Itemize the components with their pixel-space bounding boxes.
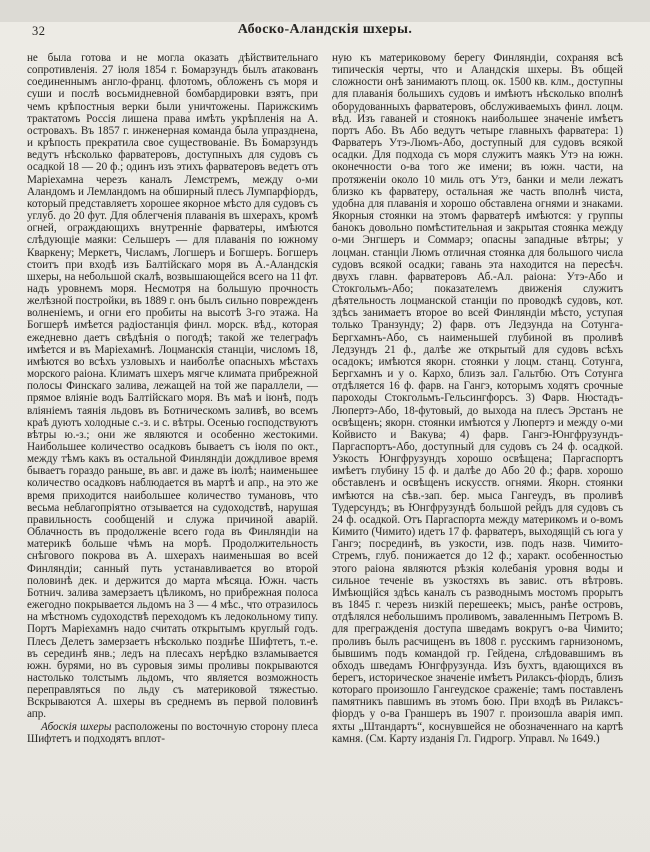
paragraph-lead-italic: Абоскія шхеры <box>41 720 112 733</box>
right-column <box>332 52 623 842</box>
page-header-row <box>30 22 620 42</box>
text-columns <box>0 50 650 842</box>
left-column-paragraph-continuation: не была готова и не могла оказать дѣйствительнаго сопротивленія. 27 іюля 1854 г. Бомарзундъ былъ атакованъ соединеннымъ англо-франц. флотомъ, обложенъ съ моря и суши и послѣ восьмидневной бомбардировки взятъ, при чемъ крѣпостныя верки были уничтожены. Парижскимъ трактатомъ Россія лишена права имѣть укрѣпленія на А. островахъ. Въ 1857 г. инженерная команда была упразднена, и крѣпость прекратила свое существованіе. Въ Бомарзундъ ведутъ нѣсколько фарватеровъ, доступныхъ для судовъ съ осадкой 18 — 20 ф.; одинъ изъ этихъ фарватеровъ ведетъ отъ Маріехамна черезъ каналъ Лемстремъ, между о-ми Аландомъ и Лемландомъ на обширный плесъ Лумпарфіордъ, который представляетъ хорошее якорное мѣсто для судовъ съ углуб. до 20 фут. Для облегченія плаванія въ шхерахъ, кромѣ огней, ограждающихъ внутренніе фарватеры, имѣются слѣдующіе маяки: Сельшеръ — для плаванія по южному Кваркену; Меркетъ, Числамъ, Логшеръ и Богшеръ. Богшеръ стоитъ при входѣ изъ Балтійскаго моря въ А.-Аландскія шхеры, на небольшой скалѣ, возвышающейся всего на 11 фт. надъ уровнемъ моря. Несмотря на большую прочность желѣзной постройки, въ 1889 г. онъ былъ сильно поврежденъ волненіемъ, и огни его пробиты на высотѣ 3-го этажа. На Богшерѣ имѣется радіостанція финл. морск. вѣд., которая ежедневно даетъ свѣдѣнія о погодѣ; такой же телеграфъ имѣется и въ Маріехамнѣ. Лоцманскія станціи, числомъ 18, имѣются во всѣхъ узловыхъ и наиболѣе опасныхъ мѣстахъ морского раіона. Климатъ шхеръ мягче климата прибрежной полосы Финскаго залива, лежащей на той же параллели, — прямое вліяніе водъ Балтійскаго моря. Въ маѣ и іюнѣ, подъ вліяніемъ таянія льдовъ въ Ботническомъ заливѣ, во всемъ краѣ дуютъ холодные с.-з. и с. вѣтры. Осенью господствуютъ вѣтры ю.-з.; они же являются и особенно жестокими. Наибольшее количество осадковъ бываетъ съ іюля по окт., между тѣмъ какъ въ остальной Финляндіи дождливое время бываетъ гораздо раньше, въ авг. и даже въ іюлѣ; наименьшее количество осадковъ наблюдается въ мартѣ и апр., на это же время приходится наибольшее количество тумановъ, что весьма неблагопріятно отзывается на судоходствѣ, нарушая правильность сообщеній и служа причиной аварій. Облачность въ продолженіе всего года въ Финляндіи на материкѣ больше чѣмъ на морѣ. Продолжительность снѣгового покрова въ А. шхерахъ наименьшая во всей Финляндіи; санный путь устанавливается во второй половинѣ дек. и держится до марта мѣсяца. Южн. часть Ботнич. залива замерзаетъ цѣликомъ, но прибрежная полоса ежегодно покрывается льдомъ на 3 — 4 мѣс., что отразилось на мѣстномъ судоходствѣ переходомъ къ ледокольному типу. Портъ Маріехамнъ надо считать открытымъ круглый годъ. Плесъ Делетъ замерзаетъ нѣсколько позднѣе Шифтетъ, т.-е. въ серединѣ янв.; ледъ на плесахъ нерѣдко взламывается южн. бурями, но въ суровыя зимы проливы покрываются настолько толстымъ льдомъ, что является возможность переправляться по льду съ материковой тяжестью. Вскрываются А. шхеры въ среднемъ въ первой половинѣ апр. <box>27 52 318 721</box>
left-column-paragraph-abo-skerries <box>27 721 318 745</box>
page-title: Абоско-Аландскія шхеры. <box>237 22 413 37</box>
paragraph-text: расположены по восточную сторону плеса Шифтетъ и подходятъ вплот- <box>27 720 318 745</box>
right-column-paragraph-continuation: ную къ материковому берегу Финляндіи, сохраняя всѣ типическія черты, что и Аландскія шхеры. Въ общей сложности онѣ занимаютъ площ. ок. 1500 кв. клм., доступны для плаванія большихъ судовъ и имѣютъ нѣсколько вполнѣ оборудованныхъ фарватеровъ, обслуживаемыхъ финл. лоцм. вѣд. Изъ гаваней и стоянокъ наибольшее значеніе имѣетъ портъ Або. Въ Або ведутъ четыре главныхъ фарватера: 1) Фарватеръ Утэ-Люмъ-Або, доступный для судовъ всякой осадки. Для подхода съ моря служитъ маякъ Утэ на южн. оконечности о-ва того же имени; въ южн. части, на протяженіи около 10 миль отъ Утэ, банки и мели лежатъ близко къ фарватеру, остальная же часть вполнѣ чиста, удобна для плаванія и хорошо обставлена огнями и знаками. Якорныя стоянки на этомъ фарватерѣ имѣются: у группы банокъ довольно помѣстительная и закрытая стоянка между о-ми Энгшеръ и Соммарэ; опасны западные вѣтры; у лоцман. станціи Люмъ отличная стоянка для большого числа судовъ всякой осадки; гавань эта находится на пересѣч. двухъ главн. фарватеровъ Аб.-Ал. раіона: Утэ-Або и Стокгольмъ-Або; показателемъ движенія служитъ дѣятельность лоцманской станціи по проводкѣ судовъ, кот. здѣсь занимаетъ второе во всей Финляндіи мѣсто, уступая только Транзунду; 2) фарв. отъ Ледзунда на Сотунга-Бергхамнъ-Або, съ наименьшей глубиной въ проливѣ Ледзундъ 21 ф., далѣе же открытый для судовъ всѣхъ осадокъ; имѣются якорн. стоянки у лоцм. станц. Сотунга, Бергхамнъ и у о. Кархо, близъ зал. Гальтбю. Отъ Сотунга отдѣляется 16 ф. фарв. на Гангэ, которымъ ходятъ срочные пароходы Стокгольмъ-Гельсингфорсъ. 3) Фарв. Нюстадъ-Люпертэ-Або, 18-футовый, до выхода на плесъ Эрстанъ не освѣщенъ; якорн. стоянки имѣются у Люпертэ и между о-ми Койвисто и Вакува; 4) фарв. Гангэ-Юнгфрузундъ-Паргаспортъ-Або, доступный для судовъ съ 24 ф. осадкой. Узкость Юнгфрузундъ хорошо освѣщена; Паргаспортъ имѣетъ глубину 15 ф. и далѣе до Або 20 ф.; фарв. хорошо обставленъ и освѣщенъ искусств. огнями. Якорн. стоянки имѣются на сѣв.-зап. бер. мыса Гангеудъ, въ проливѣ Тудерсундъ; въ Юнгфрузундѣ большой рейдъ для судовъ съ 24 ф. осадкой. Отъ Паргаспорта между материкомъ и о-вомъ Кимито (Чимито) идетъ 17 ф. фарватеръ, выходящій съ юга у Гангэ; посрединѣ, въ узкости, изв. подъ назв. Чимито-Стремъ, глуб. понижается до 12 ф.; характ. особенностью этого раіона являются рѣзкія колебанія уровня воды и сильное теченіе въ узкостяхъ въ завис. отъ вѣтровъ. Имѣющійся здѣсь каналъ съ разводнымъ мостомъ прорытъ въ 1845 г. черезъ низкій перешеекъ; мысъ, ранѣе островъ, отдѣлялся небольшимъ проливомъ, заваленнымъ Петромъ В. для прегражденія доступа шведамъ вокругъ о-ва Чимито; проливъ былъ расчищенъ въ 1808 г. русскимъ гарнизономъ, бывшимъ подъ командой гр. Гейдена, слѣдовавшимъ въ обходъ шведамъ Юнгфрузунда. Изъ бухтъ, вдающихся въ берегъ, историческое значеніе имѣетъ Рилаксъ-фіордъ, близъ котораго произошло Гангеудское сраженіе; тамъ поставленъ памятникъ павшимъ въ этомъ бою. При входѣ въ Рилаксъ-фіордъ у о-ва Граншеръ въ 1907 г. произошла аварія имп. яхты „Штандартъ“, коснувшейся не обозначеннаго на картѣ камня. (См. Карту изданія Гл. Гидрогр. Управл. № 1649.) <box>332 52 623 745</box>
page-number: 32 <box>32 24 46 38</box>
left-column <box>27 52 318 842</box>
book-page <box>0 22 650 852</box>
